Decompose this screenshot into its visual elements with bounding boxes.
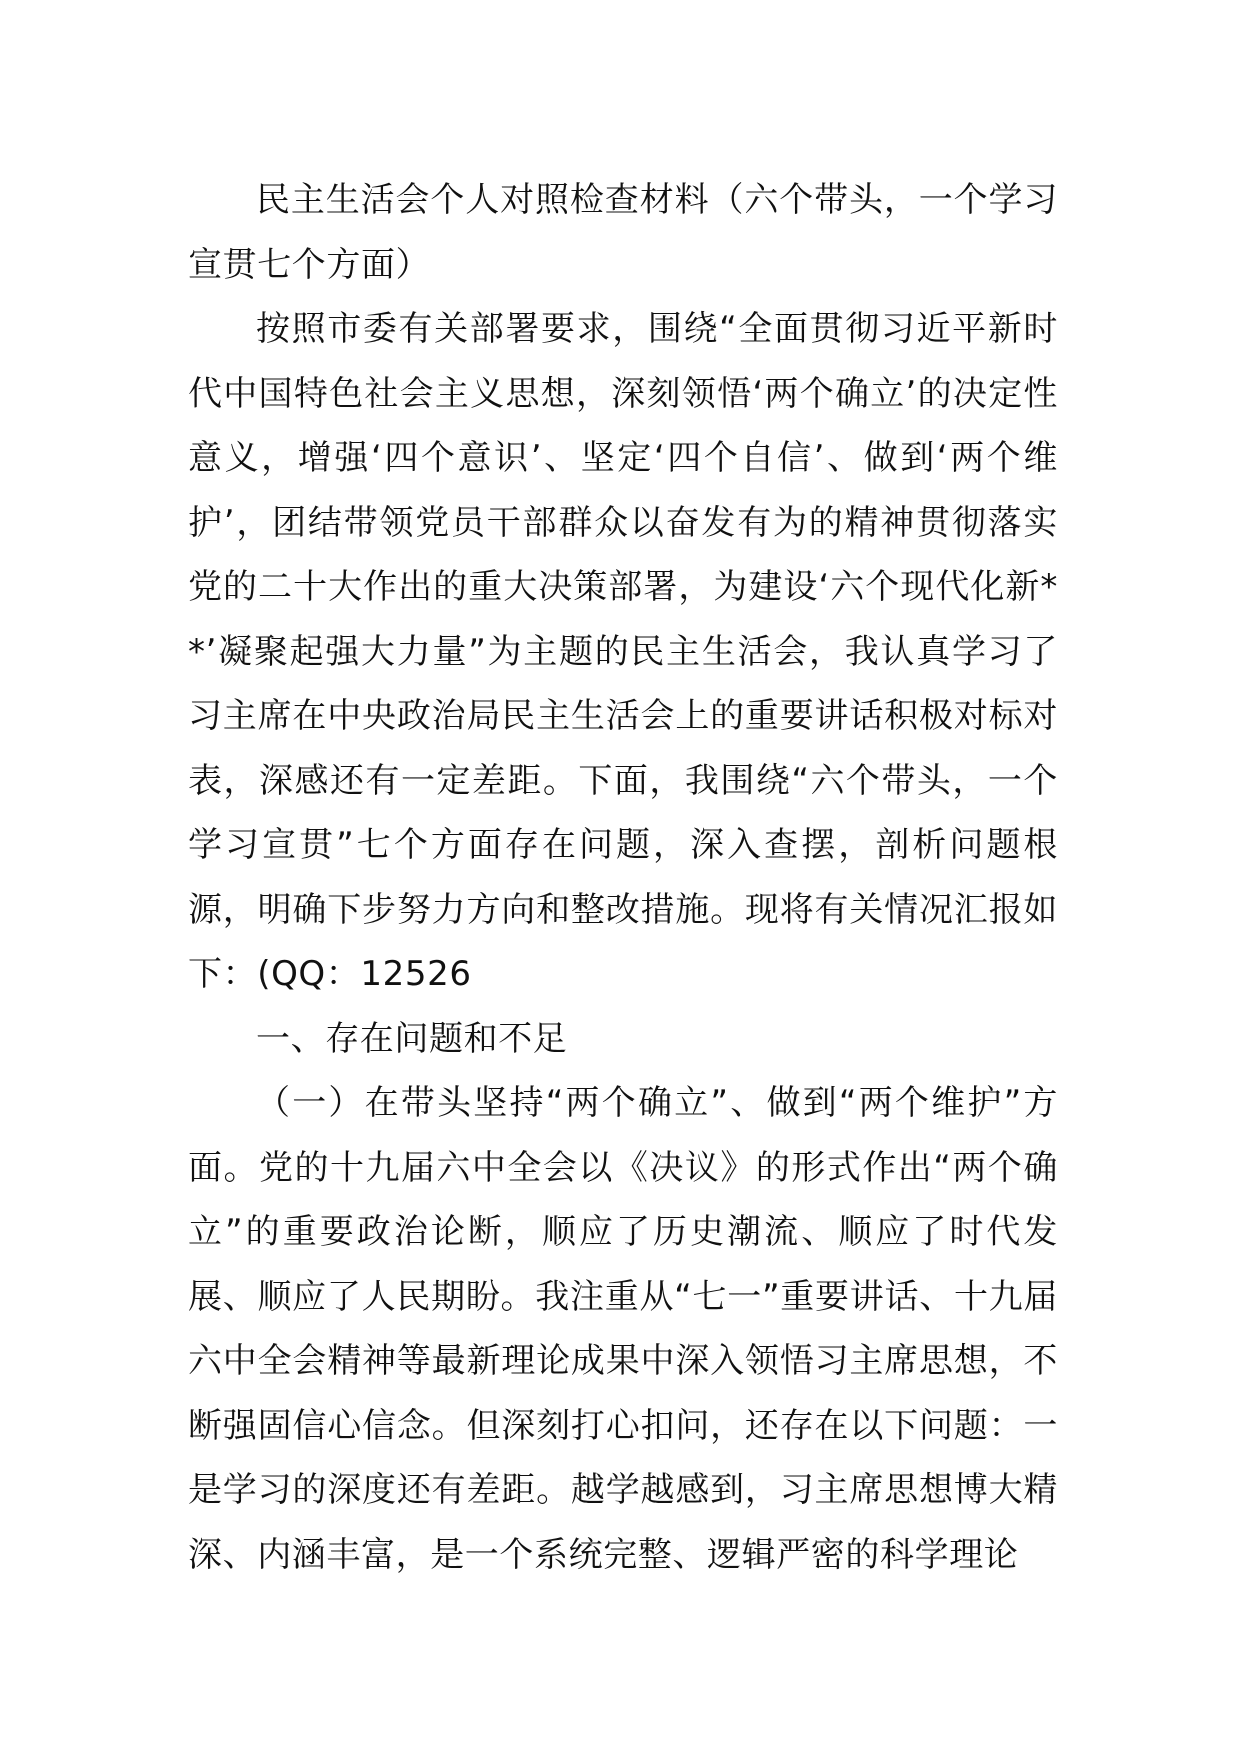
document-body [188, 168, 1058, 1587]
section-1-paragraph: （一）在带头坚持“两个确立”、做到“两个维护”方面。党的十九届六中全会以《决议》的形式作出“两个确立”的重要政治论断，顺应了历史潮流、顺应了时代发展、顺应了人民期盼。我注重从“七一”重要讲话、十九届六中全会精神等最新理论成果中深入领悟习主席思想，不断强固信心信念。但深刻打心扣问，还存在以下问题：一是学习的深度还有差距。越学越感到，习主席思想博大精深、内涵丰富，是一个系统完整、逻辑严密的科学理论 [188, 1083, 1058, 1575]
document-title: 民主生活会个人对照检查材料（六个带头，一个学习宣贯七个方面） [188, 180, 1058, 285]
section-heading: 一、存在问题和不足 [256, 1018, 568, 1059]
intro-paragraph: 按照市委有关部署要求，围绕“全面贯彻习近平新时代中国特色社会主义思想，深刻领悟‘两个确立’的决定性意义，增强‘四个意识’、坚定‘四个自信’、做到‘两个维护’，团结带领党员干部群众以奋发有为的精神贯彻落实党的二十大作出的重大决策部署，为建设‘六个现代化新**’凝聚起强大力量”为主题的民主生活会，我认真学习了习主席在中央政治局民主生活会上的重要讲话积极对标对表，深感还有一定差距。下面，我围绕“六个带头，一个学习宣贯”七个方面存在问题，深入查摆，剖析问题根源，明确下步努力方向和整改措施。现将有关情况汇报如下：(QQ：12526 [188, 309, 1058, 994]
